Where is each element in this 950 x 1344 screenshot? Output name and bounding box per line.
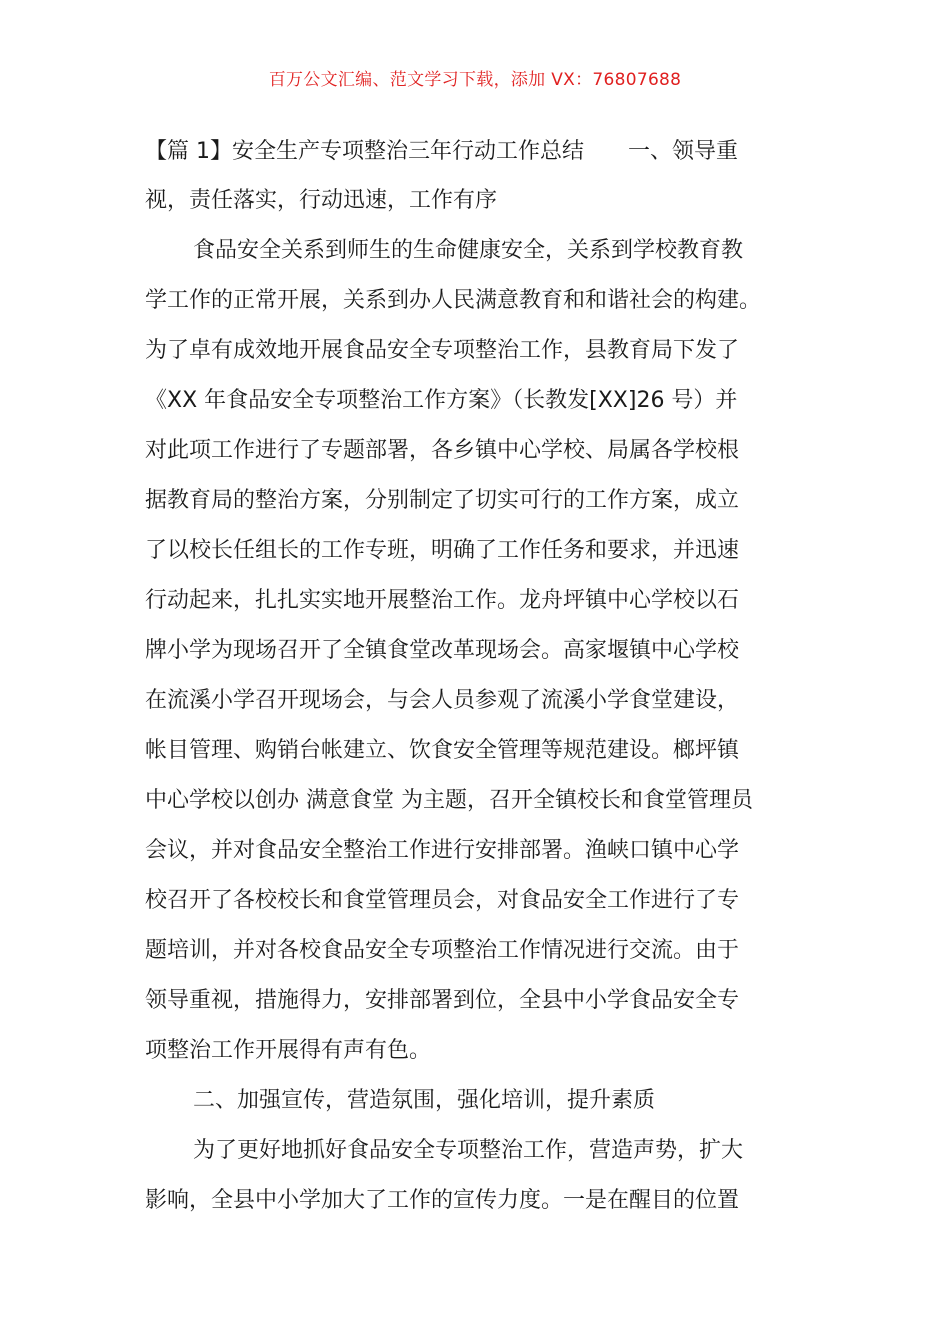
- text-line: 影响，全县中小学加大了工作的宣传力度。一是在醒目的位置: [145, 1188, 740, 1213]
- text-line: 在流溪小学召开现场会，与会人员参观了流溪小学食堂建设，: [145, 688, 740, 713]
- text-line: 帐目管理、购销台帐建立、饮食安全管理等规范建设。榔坪镇: [145, 738, 740, 763]
- text-line: 【篇 1】安全生产专项整治三年行动工作总结 一、领导重: [145, 139, 738, 164]
- text-line: 行动起来，扎扎实实地开展整治工作。龙舟坪镇中心学校以石: [145, 588, 740, 613]
- text-line: 校召开了各校校长和食堂管理员会，对食品安全工作进行了专: [145, 888, 740, 913]
- text-line: 《XX 年食品安全专项整治工作方案》（长教发[XX]26 号）并: [145, 388, 738, 413]
- text-line: 为了更好地抓好食品安全专项整治工作，营造声势，扩大: [193, 1138, 744, 1163]
- text-line: 牌小学为现场召开了全镇食堂改革现场会。高家堰镇中心学校: [145, 638, 740, 663]
- page-header-notice: 百万公文汇编、范文学习下载，添加 VX：76807688: [268, 70, 682, 90]
- text-line: 中心学校以创办 满意食堂 为主题，召开全镇校长和食堂管理员: [145, 788, 753, 813]
- text-line: 领导重视，措施得力，安排部署到位，全县中小学食品安全专: [145, 988, 740, 1013]
- text-line: 据教育局的整治方案，分别制定了切实可行的工作方案，成立: [145, 488, 740, 513]
- text-line: 题培训，并对各校食品安全专项整治工作情况进行交流。由于: [145, 938, 740, 963]
- text-line: 视，责任落实，行动迅速，工作有序: [145, 188, 498, 213]
- section-heading: 二、加强宣传，营造氛围，强化培训，提升素质: [193, 1088, 656, 1113]
- text-line: 项整治工作开展得有声有色。: [145, 1038, 432, 1063]
- text-line: 为了卓有成效地开展食品安全专项整治工作，县教育局下发了: [145, 338, 740, 363]
- text-line: 会议，并对食品安全整治工作进行安排部署。渔峡口镇中心学: [145, 838, 740, 863]
- text-line: 了以校长任组长的工作专班，明确了工作任务和要求，并迅速: [145, 538, 740, 563]
- text-line: 食品安全关系到师生的生命健康安全，关系到学校教育教: [193, 238, 744, 263]
- text-line: 对此项工作进行了专题部署，各乡镇中心学校、局属各学校根: [145, 438, 740, 463]
- text-line: 学工作的正常开展，关系到办人民满意教育和和谐社会的构建。: [145, 288, 762, 313]
